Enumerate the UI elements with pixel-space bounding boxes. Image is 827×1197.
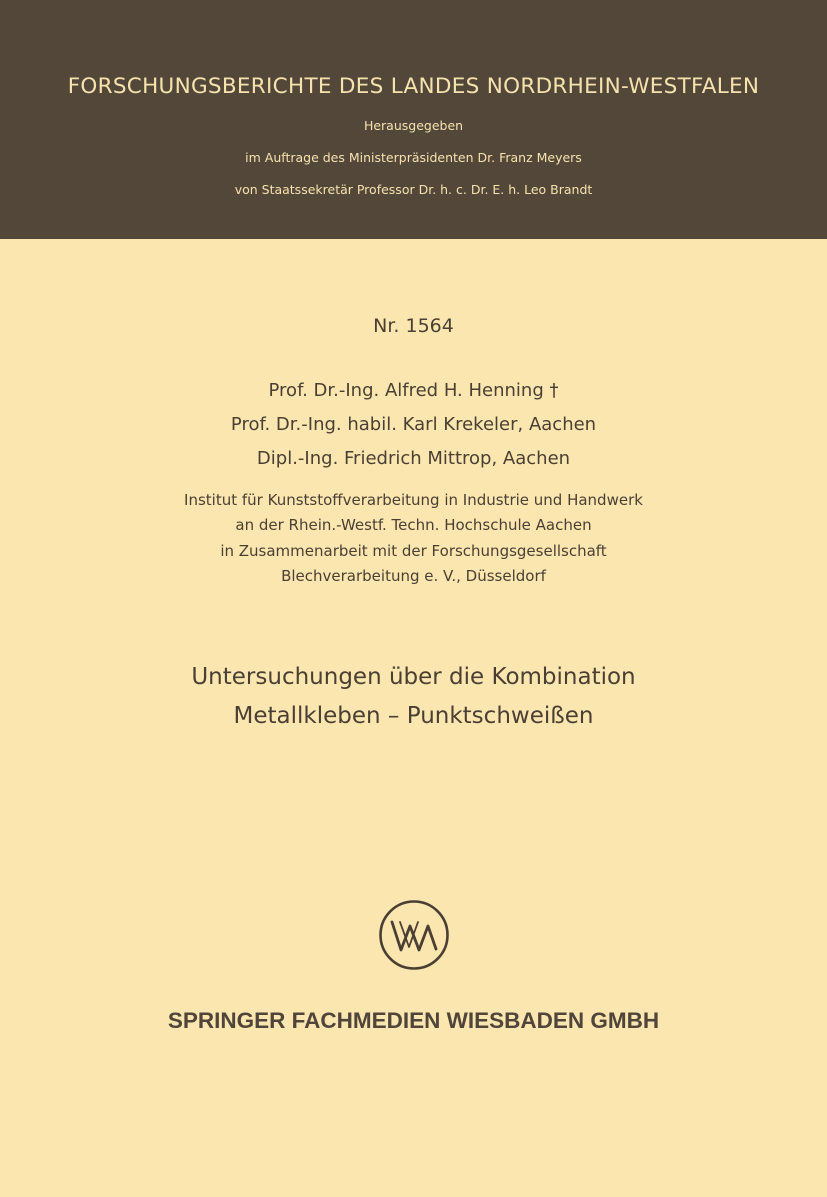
author-line: Prof. Dr.-Ing. habil. Karl Krekeler, Aachen: [230, 414, 597, 435]
header-band: [0, 0, 827, 239]
institute-line: in Zusammenarbeit mit der Forschungsgesellschaft: [220, 542, 607, 560]
book-title-line: Metallkleben – Punktschweißen: [233, 703, 594, 729]
institute-line: Blechverarbeitung e. V., Düsseldorf: [281, 567, 546, 585]
author-line: Dipl.-Ing. Friedrich Mittrop, Aachen: [256, 448, 571, 469]
editor-line: im Auftrage des Ministerpräsidenten Dr. Franz Meyers: [245, 150, 582, 165]
institute-line: an der Rhein.-Westf. Techn. Hochschule Aachen: [235, 516, 592, 534]
publisher-name: SPRINGER FACHMEDIEN WIESBADEN GMBH: [167, 1008, 660, 1033]
institute-line: Institut für Kunststoffverarbeitung in Industrie und Handwerk: [184, 491, 643, 509]
author-line: Prof. Dr.-Ing. Alfred H. Henning †: [268, 380, 559, 401]
book-title-line: Untersuchungen über die Kombination: [191, 664, 636, 690]
publisher-logo-icon: [378, 899, 450, 971]
editor-line: Herausgegeben: [363, 118, 464, 133]
editor-line: von Staatssekretär Professor Dr. h. c. Dr. E. h. Leo Brandt: [234, 182, 593, 197]
report-number: Nr. 1564: [373, 315, 454, 337]
series-title: FORSCHUNGSBERICHTE DES LANDES NORDRHEIN-WESTFALEN: [67, 74, 760, 99]
